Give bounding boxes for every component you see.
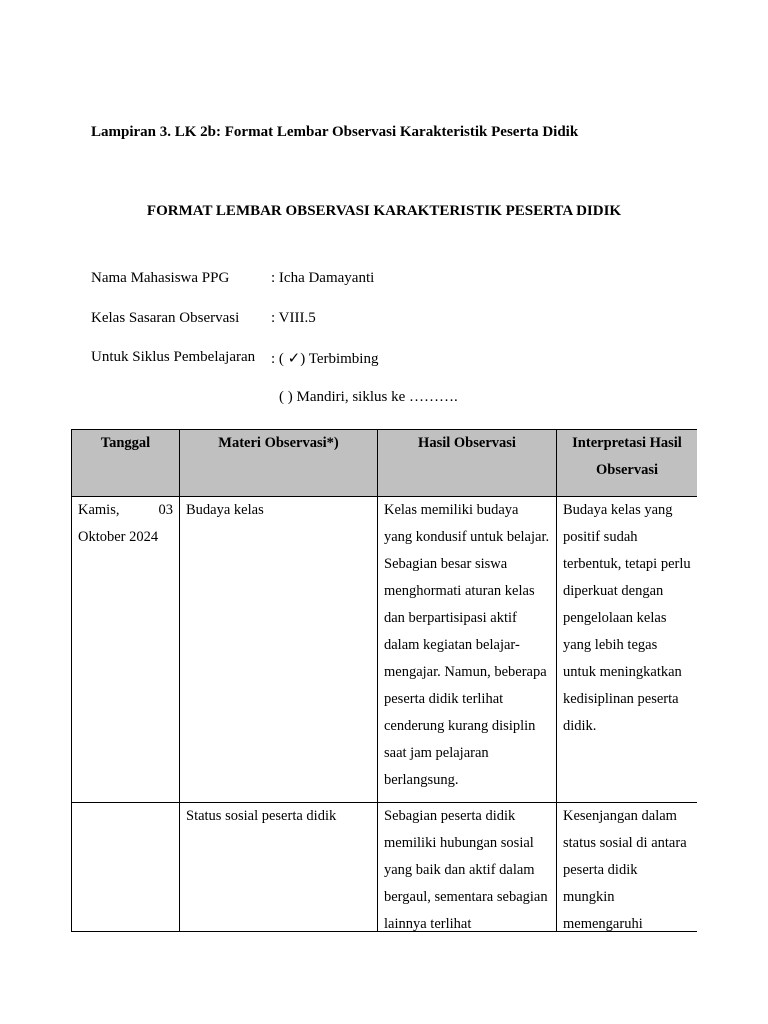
table-row [72, 803, 698, 933]
tanggal-line2: Oktober 2024 [78, 529, 159, 545]
table-row [72, 497, 698, 803]
info-label-kelas: Kelas Sasaran Observasi [91, 310, 240, 326]
info-value-siklus: : ( ✓) Terbimbing [271, 351, 379, 367]
cell-materi: Status sosial peserta didik [180, 803, 378, 933]
cell-tanggal [72, 497, 180, 803]
document-title: FORMAT LEMBAR OBSERVASI KARAKTERISTIK PESERTA DIDIK [146, 203, 622, 219]
tanggal-line1: Kamis, 03 [78, 502, 173, 518]
cell-interpretasi: Budaya kelas yang positif sudah terbentuk, tetapi perlu diperkuat dengan pengelolaan kelas yang lebih tegas untuk meningkatkan kedisiplinan peserta didik. [557, 497, 698, 803]
info-label-nama: Nama Mahasiswa PPG [91, 270, 230, 286]
header-tanggal: Tanggal [72, 430, 180, 497]
info-label-siklus: Untuk Siklus Pembelajaran [91, 349, 256, 365]
header-interpretasi: Interpretasi Hasil Observasi [557, 430, 698, 497]
header-materi: Materi Observasi*) [180, 430, 378, 497]
document-heading: Lampiran 3. LK 2b: Format Lembar Observasi Karakteristik Peserta Didik [91, 124, 579, 140]
cell-hasil: Kelas memiliki budaya yang kondusif untuk belajar. Sebagian besar siswa menghormati aturan kelas dan berpartisipasi aktif dalam kegiatan belajar-mengajar. Namun, beberapa peserta didik terlihat cenderung kurang disiplin saat jam pelajaran berlangsung. [378, 497, 557, 803]
table-header-row [72, 430, 698, 497]
cell-interpretasi: Kesenjangan dalam status sosial di antara peserta didik mungkin memengaruhi [557, 803, 698, 933]
option-mandiri: ( ) Mandiri, siklus ke ………. [279, 389, 458, 405]
cell-materi: Budaya kelas [180, 497, 378, 803]
observation-table [71, 429, 697, 932]
info-value-nama: : Icha Damayanti [271, 270, 375, 286]
observation-table-wrapper [71, 429, 697, 932]
cell-hasil: Sebagian peserta didik memiliki hubungan sosial yang baik dan aktif dalam bergaul, sementara sebagian lainnya terlihat [378, 803, 557, 933]
header-hasil: Hasil Observasi [378, 430, 557, 497]
info-value-kelas: : VIII.5 [271, 310, 316, 326]
cell-tanggal [72, 803, 180, 933]
